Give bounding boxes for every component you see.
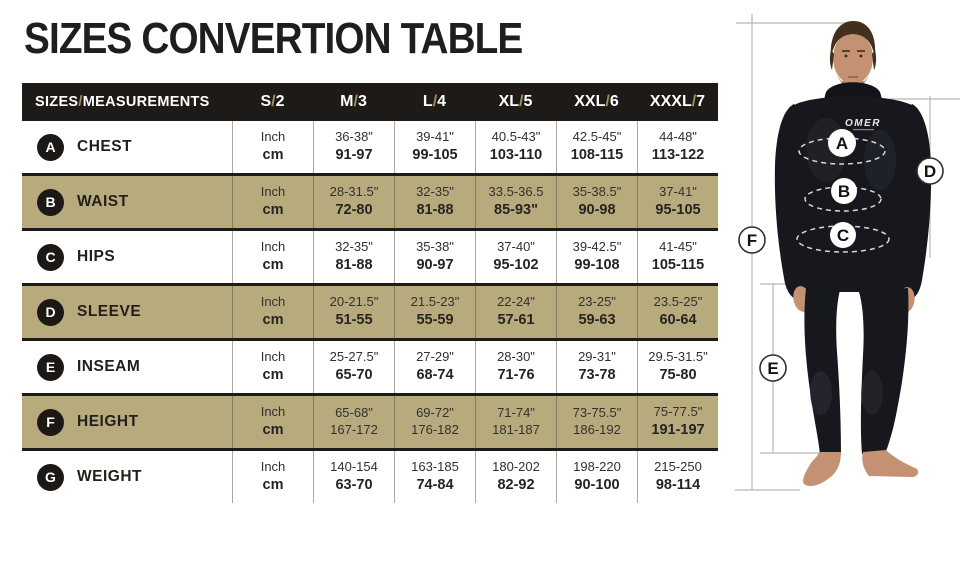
size-column-header — [232, 93, 313, 111]
size-value-cell — [637, 396, 718, 448]
inch-value: 33.5-36.5 — [488, 184, 544, 200]
size-slash: / — [691, 93, 697, 110]
measurement-label: HIPS — [77, 248, 116, 265]
inch-value: 39-42.5" — [572, 239, 622, 255]
cm-value: 60-64 — [659, 312, 697, 329]
cm-value: 191-197 — [651, 422, 705, 439]
inch-value: 39-41" — [416, 129, 454, 145]
cm-value: 95-105 — [655, 202, 701, 219]
size-value-cell — [394, 396, 475, 448]
unit-cm-label: cm — [262, 367, 284, 384]
size-number: 3 — [357, 93, 367, 110]
cm-value: 103-110 — [489, 147, 543, 164]
size-value-cell — [637, 341, 718, 393]
table-row — [22, 451, 718, 503]
size-value-cell — [475, 396, 556, 448]
size-slash: / — [353, 93, 358, 110]
inch-value: 75-77.5" — [653, 404, 703, 420]
cm-value: 167-172 — [330, 422, 378, 437]
inch-value: 42.5-45" — [572, 129, 622, 145]
suit-left-leg — [804, 288, 841, 454]
cm-value: 99-105 — [412, 147, 458, 164]
unit-cell — [232, 231, 313, 283]
cm-value: 82-92 — [497, 477, 535, 494]
inch-value: 44-48" — [659, 129, 697, 145]
cm-value: 98-114 — [655, 477, 701, 494]
table-row — [22, 231, 718, 283]
header-label-left: SIZES — [35, 94, 79, 110]
unit-cell — [232, 396, 313, 448]
table-row — [22, 173, 718, 231]
svg-text:D: D — [923, 162, 937, 181]
measurement-name-cell — [22, 121, 232, 173]
measurement-letter-badge: G — [37, 464, 64, 491]
inch-value: 69-72" — [416, 405, 454, 421]
size-letter: XXXL — [649, 93, 692, 110]
cm-value: 108-115 — [570, 147, 624, 164]
size-value-cell — [637, 176, 718, 228]
inch-value: 198-220 — [573, 459, 621, 475]
inch-value: 163-185 — [411, 459, 459, 475]
size-value-cell — [313, 286, 394, 338]
inch-value: 22-24" — [497, 294, 535, 310]
cm-value: 74-84 — [416, 477, 454, 494]
svg-text:C: C — [836, 226, 850, 245]
cm-value: 65-70 — [335, 367, 373, 384]
cm-value: 85-93" — [494, 202, 538, 219]
wetsuit-man-illustration — [775, 21, 931, 486]
size-slash: / — [519, 93, 524, 110]
inch-value: 28-30" — [497, 349, 535, 365]
table-row — [22, 393, 718, 451]
size-value-cell — [556, 231, 637, 283]
inch-value: 20-21.5" — [329, 294, 379, 310]
inch-value: 32-35" — [416, 184, 454, 200]
size-value-cell — [475, 341, 556, 393]
size-value-cell — [313, 341, 394, 393]
cm-value: 90-100 — [574, 477, 620, 494]
cm-value: 68-74 — [416, 367, 454, 384]
cm-value: 99-108 — [574, 257, 620, 274]
cm-value: 55-59 — [416, 312, 454, 329]
svg-text:E: E — [767, 359, 779, 378]
size-column-header — [394, 93, 475, 111]
size-number: 6 — [609, 93, 619, 110]
size-slash: / — [605, 93, 610, 110]
inch-value: 41-45" — [659, 239, 697, 255]
inch-value: 65-68" — [335, 405, 373, 421]
table-row — [22, 283, 718, 341]
size-letter: XXL — [574, 93, 606, 110]
cm-value: 81-88 — [416, 202, 454, 219]
size-value-cell — [556, 286, 637, 338]
size-value-cell — [556, 451, 637, 503]
size-letter: M — [340, 93, 354, 110]
left-foot — [803, 452, 841, 486]
size-value-cell — [637, 451, 718, 503]
size-column-header — [556, 93, 637, 111]
sizes-conversion-table — [22, 83, 718, 503]
brand-logo: OMER — [845, 118, 881, 129]
cm-value: 90-97 — [416, 257, 454, 274]
size-number: 2 — [275, 93, 285, 110]
measurement-label: INSEAM — [77, 358, 141, 375]
size-value-cell — [394, 121, 475, 173]
cm-value: 57-61 — [497, 312, 535, 329]
marker-waist — [831, 178, 857, 204]
size-value-cell — [637, 231, 718, 283]
measurement-letter-badge: F — [37, 409, 64, 436]
sizes-measurements-header — [22, 94, 232, 110]
inch-value: 35-38" — [416, 239, 454, 255]
inch-value: 21.5-23" — [410, 294, 460, 310]
cm-value: 95-102 — [493, 257, 539, 274]
unit-cm-label: cm — [262, 257, 284, 274]
inch-value: 215-250 — [654, 459, 702, 475]
size-value-cell — [556, 121, 637, 173]
unit-inch-label: Inch — [260, 239, 286, 255]
inch-value: 23.5-25" — [653, 294, 703, 310]
measurement-name-cell — [22, 231, 232, 283]
cm-value: 51-55 — [335, 312, 373, 329]
inch-value: 29-31" — [578, 349, 616, 365]
size-value-cell — [475, 451, 556, 503]
inch-value: 32-35" — [335, 239, 373, 255]
inch-value: 36-38" — [335, 129, 373, 145]
svg-text:B: B — [837, 182, 851, 201]
inch-value: 73-75.5" — [572, 405, 622, 421]
inch-value: 35-38.5" — [572, 184, 622, 200]
size-number: 5 — [523, 93, 533, 110]
cm-value: 90-98 — [578, 202, 616, 219]
size-value-cell — [475, 231, 556, 283]
table-row — [22, 341, 718, 393]
size-value-cell — [313, 121, 394, 173]
cm-value: 91-97 — [335, 147, 373, 164]
size-value-cell — [394, 286, 475, 338]
measurement-label: HEIGHT — [77, 413, 139, 430]
unit-inch-label: Inch — [260, 349, 286, 365]
wetsuit-measurement-diagram — [720, 0, 960, 578]
measurement-label: CHEST — [77, 138, 133, 155]
size-value-cell — [556, 341, 637, 393]
inch-value: 37-41" — [659, 184, 697, 200]
marker-height — [739, 227, 765, 253]
size-number: 4 — [437, 93, 447, 110]
size-value-cell — [394, 341, 475, 393]
unit-inch-label: Inch — [260, 129, 286, 145]
size-value-cell — [394, 231, 475, 283]
unit-inch-label: Inch — [260, 184, 286, 200]
cm-value: 71-76 — [497, 367, 535, 384]
measurement-letter-badge: C — [37, 244, 64, 271]
size-letter: S — [260, 93, 272, 110]
cm-value: 75-80 — [659, 367, 697, 384]
cm-value: 105-115 — [651, 257, 705, 274]
unit-cell — [232, 451, 313, 503]
measurement-letter-badge: A — [37, 134, 64, 161]
cm-value: 113-122 — [651, 147, 705, 164]
measurement-name-cell — [22, 341, 232, 393]
inch-value: 40.5-43" — [491, 129, 541, 145]
svg-text:A: A — [835, 134, 849, 153]
unit-cm-label: cm — [262, 202, 284, 219]
marker-chest — [828, 129, 856, 157]
face — [833, 32, 873, 84]
measurement-label: WEIGHT — [77, 468, 142, 485]
unit-cell — [232, 286, 313, 338]
measurement-letter-badge: D — [37, 299, 64, 326]
measurement-name-cell — [22, 396, 232, 448]
inch-value: 180-202 — [492, 459, 540, 475]
unit-inch-label: Inch — [260, 404, 286, 420]
unit-inch-label: Inch — [260, 459, 286, 475]
svg-text:F: F — [746, 231, 758, 250]
size-value-cell — [313, 396, 394, 448]
size-slash: / — [432, 93, 438, 110]
unit-cell — [232, 176, 313, 228]
page-title: SIZES CONVERTION TABLE — [24, 14, 523, 63]
size-value-cell — [637, 121, 718, 173]
size-letter: L — [422, 93, 433, 110]
measurement-letter-badge: B — [37, 189, 64, 216]
size-column-header — [313, 93, 394, 111]
size-column-header — [637, 93, 718, 111]
size-value-cell — [475, 121, 556, 173]
inch-value: 71-74" — [497, 405, 535, 421]
cm-value: 176-182 — [411, 422, 459, 437]
inch-value: 23-25" — [578, 294, 616, 310]
size-number: 7 — [696, 93, 706, 110]
unit-cm-label: cm — [262, 147, 284, 164]
unit-inch-label: Inch — [260, 294, 286, 310]
measurement-letter-badge: E — [37, 354, 64, 381]
size-value-cell — [475, 176, 556, 228]
inch-value: 27-29" — [416, 349, 454, 365]
cm-value: 63-70 — [335, 477, 373, 494]
header-label-right: MEASUREMENTS — [82, 94, 210, 110]
cm-value: 73-78 — [578, 367, 616, 384]
measurement-label: WAIST — [77, 193, 129, 210]
unit-cm-label: cm — [262, 312, 284, 329]
size-value-cell — [313, 451, 394, 503]
table-body — [22, 121, 718, 503]
marker-sleeve — [917, 158, 943, 184]
cm-value: 181-187 — [492, 422, 540, 437]
marker-hips — [830, 222, 856, 248]
size-value-cell — [475, 286, 556, 338]
unit-cm-label: cm — [262, 477, 284, 494]
measurement-name-cell — [22, 286, 232, 338]
cm-value: 186-192 — [573, 422, 621, 437]
cm-value: 72-80 — [335, 202, 373, 219]
inch-value: 25-27.5" — [329, 349, 379, 365]
right-foot — [862, 450, 918, 477]
unit-cm-label: cm — [262, 422, 284, 439]
unit-cell — [232, 121, 313, 173]
unit-cell — [232, 341, 313, 393]
inch-value: 28-31.5" — [329, 184, 379, 200]
inch-value: 29.5-31.5" — [648, 349, 708, 365]
size-value-cell — [313, 231, 394, 283]
marker-inseam — [760, 355, 786, 381]
size-value-cell — [394, 176, 475, 228]
size-column-header — [475, 93, 556, 111]
size-value-cell — [394, 451, 475, 503]
table-header-row — [22, 83, 718, 121]
size-value-cell — [637, 286, 718, 338]
size-value-cell — [556, 176, 637, 228]
size-letter: XL — [498, 93, 520, 110]
inch-value: 140-154 — [330, 459, 378, 475]
measurement-label: SLEEVE — [77, 303, 142, 320]
size-slash: / — [271, 93, 276, 110]
suit-right-leg — [859, 288, 908, 454]
table-row — [22, 121, 718, 173]
size-value-cell — [313, 176, 394, 228]
cm-value: 59-63 — [578, 312, 616, 329]
measurement-name-cell — [22, 451, 232, 503]
cm-value: 81-88 — [335, 257, 373, 274]
size-value-cell — [556, 396, 637, 448]
header-slash: / — [78, 94, 83, 110]
inch-value: 37-40" — [497, 239, 535, 255]
measurement-name-cell — [22, 176, 232, 228]
